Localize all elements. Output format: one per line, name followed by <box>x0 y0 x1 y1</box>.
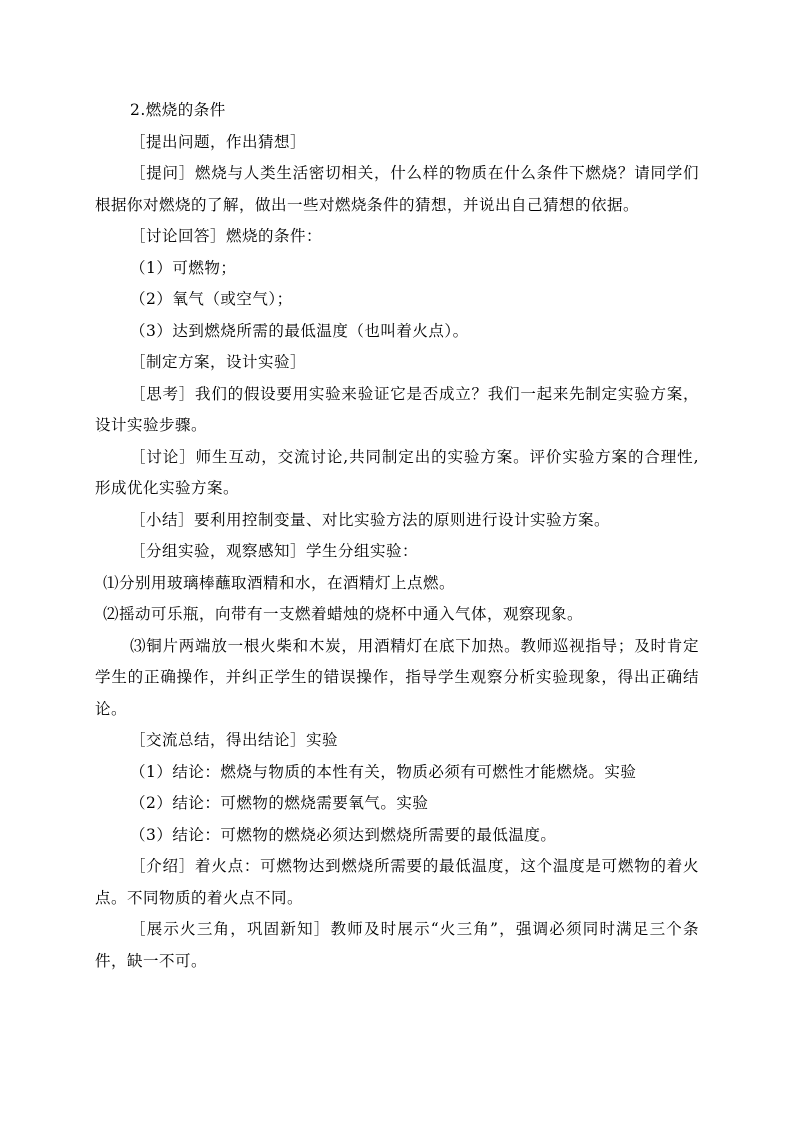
experiment-item-1: ⑴分别用玻璃棒蘸取酒精和水，在酒精灯上点燃。 <box>103 573 456 592</box>
section-heading: 2.燃烧的条件 <box>130 101 226 119</box>
paragraph-fire-triangle: ［展示火三角，巩固新知］教师及时展示“火三角”，强调必须同时满足三个条件，缺一不可。 <box>95 920 699 970</box>
paragraph-ignition-point: ［介绍］着火点：可燃物达到燃烧所需要的最低温度，这个温度是可燃物的着火点。不同物质的着火点不同。 <box>95 857 699 907</box>
conclusion-item-2: （2）结论：可燃物的燃烧需要氧气。实验 <box>130 794 429 812</box>
condition-item-3: （3）达到燃烧所需的最低温度（也叫着火点）。 <box>130 321 469 340</box>
paragraph-question: ［提问］燃烧与人类生活密切相关，什么样的物质在什么条件下燃烧？请同学们根据你对燃烧的了解，做出一些对燃烧条件的猜想，并说出自己猜想的依据。 <box>95 164 699 214</box>
conclusion-item-3: （3）结论：可燃物的燃烧必须达到燃烧所需要的最低温度。 <box>130 825 557 844</box>
paragraph-think: ［思考］我们的假设要用实验来验证它是否成立？我们一起来先制定实验方案，设计实验步骤。 <box>95 384 699 434</box>
conclusion-item-1: （1）结论：燃烧与物质的本性有关，物质必须有可燃性才能燃烧。实验 <box>130 762 637 781</box>
stage-group-experiment: ［分组实验，观察感知］学生分组实验： <box>130 542 419 560</box>
stage-summary-conclusion: ［交流总结，得出结论］实验 <box>130 731 339 749</box>
experiment-item-2: ⑵摇动可乐瓶，向带有一支燃着蜡烛的烧杯中通入气体，观察现象。 <box>103 605 584 623</box>
stage-propose-question: ［提出问题，作出猜想］ <box>130 132 307 151</box>
stage-design-experiment: ［制定方案，设计实验］ <box>130 353 307 371</box>
document-body <box>95 95 699 977</box>
condition-item-2: （2）氧气（或空气）； <box>130 290 293 308</box>
discussion-answer: ［讨论回答］燃烧的条件： <box>130 227 323 245</box>
paragraph-discuss: ［讨论］师生互动，交流讨论,共同制定出的实验方案。评价实验方案的合理性,形成优化实验方案。 <box>95 447 699 497</box>
condition-item-1: （1）可燃物； <box>130 258 237 277</box>
experiment-item-3: ⑶铜片两端放一根火柴和木炭，用酒精灯在底下加热。教师巡视指导；及时肯定学生的正确操作，并纠正学生的错误操作，指导学生观察分析实验现象，得出正确结论。 <box>95 636 699 718</box>
summary-line: ［小结］要利用控制变量、对比实验方法的原则进行设计实验方案。 <box>130 510 611 529</box>
